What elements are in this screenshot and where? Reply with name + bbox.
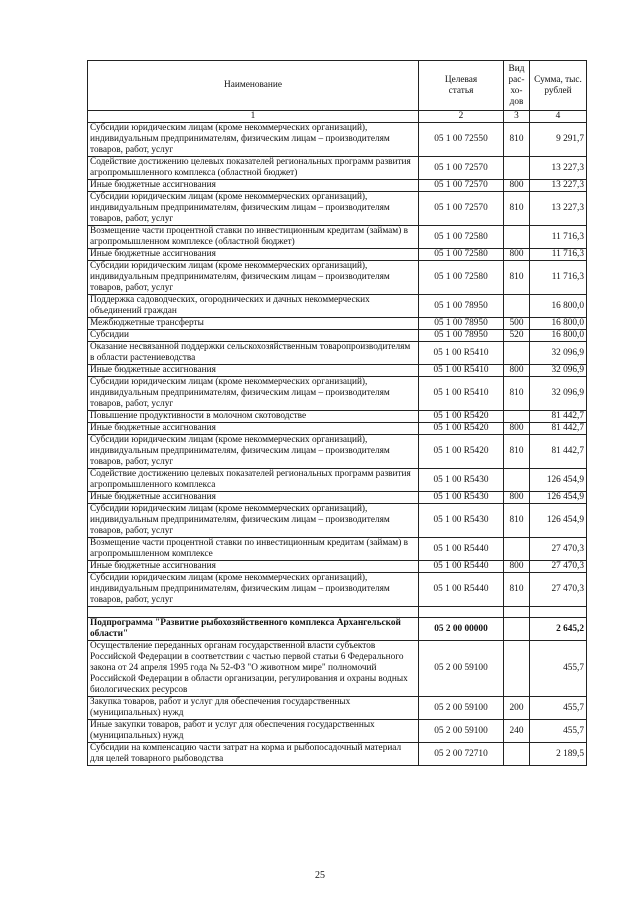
cell-type: 810 [504,504,530,538]
cell-name: Субсидии [88,330,419,342]
table-row [88,249,587,261]
table-row [88,573,587,607]
cell-sum: 32 096,9 [530,342,587,365]
table-row [88,295,587,318]
cell-type: 810 [504,435,530,469]
cell-name: Возмещение части процентной ставки по инвестиционным кредитам (займам) в агропромышленном комплексе [88,538,419,561]
cell-type: 800 [504,561,530,573]
cell-type [504,538,530,561]
cell-name: Субсидии юридическим лицам (кроме некоммерческих организаций), индивидуальным предпринимателям, физическим лицам – производителям товаров, работ, услуг [88,377,419,411]
cell-type: 500 [504,318,530,330]
column-number: 4 [530,111,587,123]
cell-code: 05 1 00 72570 [419,192,504,226]
table-row [88,318,587,330]
table-row [88,697,587,720]
table-row [88,377,587,411]
header-name: Наименование [88,61,419,111]
cell-sum: 27 470,3 [530,538,587,561]
spacer-cell [530,607,587,618]
cell-sum: 27 470,3 [530,561,587,573]
cell-code: 05 1 00 R5410 [419,342,504,365]
table-row [88,538,587,561]
cell-type: 520 [504,330,530,342]
table-row [88,365,587,377]
spacer-cell [504,607,530,618]
cell-code: 05 2 00 59100 [419,720,504,743]
cell-code: 05 1 00 72580 [419,261,504,295]
cell-code: 05 2 00 59100 [419,641,504,697]
cell-sum: 2 189,5 [530,743,587,766]
cell-sum: 9 291,7 [530,123,587,157]
cell-type [504,641,530,697]
table-row [88,157,587,180]
cell-sum: 81 442,7 [530,435,587,469]
cell-name: Повышение продуктивности в молочном скотоводстве [88,411,419,423]
cell-sum: 126 454,9 [530,504,587,538]
cell-code: 05 1 00 78950 [419,295,504,318]
table-row [88,330,587,342]
cell-name: Межбюджетные трансферты [88,318,419,330]
cell-code: 05 2 00 00000 [419,618,504,641]
cell-sum: 32 096,9 [530,377,587,411]
cell-sum: 81 442,7 [530,423,587,435]
cell-name: Иные бюджетные ассигнования [88,492,419,504]
cell-type: 200 [504,697,530,720]
cell-name: Субсидии юридическим лицам (кроме некоммерческих организаций), индивидуальным предпринимателям, физическим лицам – производителям товаров, работ, услуг [88,435,419,469]
cell-name: Иные бюджетные ассигнования [88,561,419,573]
header-row [88,61,587,111]
spacer-row [88,607,587,618]
cell-sum: 126 454,9 [530,469,587,492]
cell-sum: 13 227,3 [530,192,587,226]
cell-type: 800 [504,492,530,504]
cell-name: Содействие достижению целевых показателей региональных программ развития агропромышленного комплекса (областной бюджет) [88,157,419,180]
cell-code: 05 1 00 78950 [419,330,504,342]
cell-sum: 27 470,3 [530,573,587,607]
cell-code: 05 1 00 R5420 [419,435,504,469]
cell-name: Иные бюджетные ассигнования [88,249,419,261]
cell-type: 810 [504,192,530,226]
cell-type: 810 [504,377,530,411]
cell-sum: 16 800,0 [530,295,587,318]
cell-code: 05 1 00 R5440 [419,561,504,573]
cell-code: 05 1 00 R5440 [419,573,504,607]
cell-name: Оказание несвязанной поддержки сельскохозяйственным товаропроизводителям в области растениеводства [88,342,419,365]
cell-name: Субсидии юридическим лицам (кроме некоммерческих организаций), индивидуальным предпринимателям, физическим лицам – производителям товаров, работ, услуг [88,504,419,538]
table-row [88,641,587,697]
table-row [88,504,587,538]
cell-code: 05 1 00 72570 [419,157,504,180]
cell-name: Субсидии юридическим лицам (кроме некоммерческих организаций), индивидуальным предпринимателям, физическим лицам – производителям товаров, работ, услуг [88,123,419,157]
column-number: 1 [88,111,419,123]
table-row [88,561,587,573]
column-number: 3 [504,111,530,123]
table-row [88,618,587,641]
cell-sum: 11 716,3 [530,261,587,295]
header-sum: Сумма, тыс. рублей [530,61,587,111]
cell-name: Осуществление переданных органам государственной власти субъектов Российской Федерации в соответствии с частью первой статьи 6 Федерального закона от 24 апреля 1995 года № 52-ФЗ "О животном мире" полномочий Российской Федерации в области организации, регулирования и охраны водных биологических ресурсов [88,641,419,697]
column-number-row [88,111,587,123]
cell-code: 05 1 00 72580 [419,249,504,261]
cell-name: Содействие достижению целевых показателей региональных программ развития агропромышленного комплекса [88,469,419,492]
cell-type: 800 [504,249,530,261]
cell-name: Иные бюджетные ассигнования [88,365,419,377]
cell-sum: 16 800,0 [530,318,587,330]
cell-type [504,469,530,492]
table-row [88,492,587,504]
cell-sum: 455,7 [530,697,587,720]
cell-type: 800 [504,180,530,192]
cell-name: Иные закупки товаров, работ и услуг для обеспечения государственных (муниципальных) нужд [88,720,419,743]
table-row [88,435,587,469]
cell-sum: 32 096,9 [530,365,587,377]
cell-name: Субсидии юридическим лицам (кроме некоммерческих организаций), индивидуальным предпринимателям, физическим лицам – производителям товаров, работ, услуг [88,192,419,226]
cell-type [504,342,530,365]
cell-code: 05 1 00 R5410 [419,365,504,377]
cell-name: Подпрограмма "Развитие рыбохозяйственного комплекса Архангельской области" [88,618,419,641]
header-code: Целевая статья [419,61,504,111]
cell-name: Субсидии на компенсацию части затрат на корма и рыбопосадочный материал для целей товарного рыбоводства [88,743,419,766]
table-row [88,192,587,226]
cell-sum: 455,7 [530,641,587,697]
cell-code: 05 1 00 72550 [419,123,504,157]
cell-code: 05 1 00 72570 [419,180,504,192]
table-row [88,342,587,365]
cell-sum: 16 800,0 [530,330,587,342]
cell-sum: 81 442,7 [530,411,587,423]
cell-type: 810 [504,123,530,157]
cell-sum: 2 645,2 [530,618,587,641]
cell-type [504,411,530,423]
cell-type: 800 [504,423,530,435]
cell-code: 05 1 00 R5420 [419,423,504,435]
table-body [88,123,587,766]
table-row [88,226,587,249]
column-number: 2 [419,111,504,123]
spacer-cell [419,607,504,618]
table-row [88,180,587,192]
cell-sum: 126 454,9 [530,492,587,504]
cell-code: 05 1 00 R5440 [419,538,504,561]
cell-code: 05 2 00 59100 [419,697,504,720]
cell-sum: 13 227,3 [530,180,587,192]
page-number: 25 [315,870,325,881]
cell-code: 05 1 00 R5410 [419,377,504,411]
cell-type [504,743,530,766]
cell-name: Субсидии юридическим лицам (кроме некоммерческих организаций), индивидуальным предпринимателям, физическим лицам – производителям товаров, работ, услуг [88,573,419,607]
table-row [88,743,587,766]
cell-type [504,295,530,318]
cell-sum: 11 716,3 [530,249,587,261]
cell-code: 05 1 00 R5430 [419,469,504,492]
cell-sum: 13 227,3 [530,157,587,180]
cell-type: 810 [504,573,530,607]
cell-sum: 455,7 [530,720,587,743]
cell-name: Иные бюджетные ассигнования [88,180,419,192]
cell-name: Субсидии юридическим лицам (кроме некоммерческих организаций), индивидуальным предпринимателям, физическим лицам – производителям товаров, работ, услуг [88,261,419,295]
cell-name: Иные бюджетные ассигнования [88,423,419,435]
cell-type [504,157,530,180]
header-type: Вид рас- хо- дов [504,61,530,111]
spacer-cell [88,607,419,618]
table-row [88,123,587,157]
cell-name: Возмещение части процентной ставки по инвестиционным кредитам (займам) в агропромышленном комплексе (областной бюджет) [88,226,419,249]
cell-type [504,618,530,641]
cell-type: 800 [504,365,530,377]
table-row [88,261,587,295]
cell-name: Закупка товаров, работ и услуг для обеспечения государственных (муниципальных) нужд [88,697,419,720]
table-row [88,720,587,743]
cell-code: 05 1 00 78950 [419,318,504,330]
table-row [88,469,587,492]
cell-type: 240 [504,720,530,743]
cell-code: 05 1 00 72580 [419,226,504,249]
cell-code: 05 1 00 R5420 [419,411,504,423]
cell-code: 05 1 00 R5430 [419,492,504,504]
cell-sum: 11 716,3 [530,226,587,249]
budget-table [87,60,587,766]
cell-code: 05 1 00 R5430 [419,504,504,538]
cell-type: 810 [504,261,530,295]
cell-code: 05 2 00 72710 [419,743,504,766]
table-row [88,411,587,423]
cell-type [504,226,530,249]
cell-name: Поддержка садоводческих, огороднических и дачных некоммерческих объединений граждан [88,295,419,318]
table-row [88,423,587,435]
